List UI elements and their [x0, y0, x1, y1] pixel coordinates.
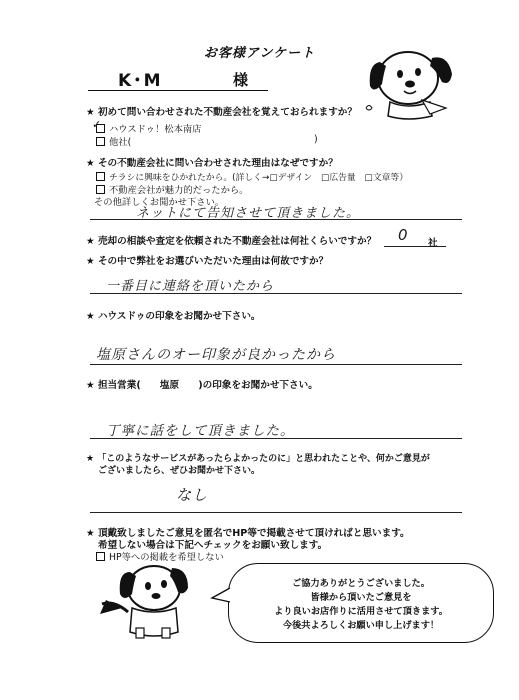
q2-option-1[interactable]: チラシに興味をひかれたから。(詳しく→□デザイン □広告量 □文章等） — [96, 170, 408, 183]
company-unit: 社 — [428, 238, 438, 249]
question-3: ★ 売却の相談や査定を依頼された不動産会社は何社くらいですか？ — [86, 236, 377, 247]
checkbox-icon[interactable] — [96, 172, 105, 181]
question-7-line-1: ★ 「このようなサービスがあったらよかったのに」と思われたことや、何かご意見が — [86, 454, 430, 464]
honorific: 様 — [233, 71, 249, 89]
question-4: ★ その中で弊社をお選びいただいた理由は何故ですか？ — [86, 256, 329, 267]
customer-name: K･M — [118, 71, 163, 91]
checkbox-icon[interactable] — [96, 185, 105, 194]
answer-line — [90, 438, 462, 439]
q6-handwritten-answer: 丁寧に話をして頂きました。 — [106, 423, 295, 439]
question-5: ★ ハウスドゥの印象をお聞かせ下さい。 — [86, 311, 261, 322]
q2-handwritten-answer: ネットにて告知させて頂きました。 — [136, 206, 361, 221]
q2-option-3: その他詳しくお聞かせ下さい。 — [94, 197, 225, 208]
q8-option-1[interactable]: HP等への掲載を希望しない — [96, 549, 224, 563]
closing-line-2: 皆様から頂いたご意見を — [310, 592, 412, 603]
q7-handwritten-answer: なし — [176, 486, 209, 504]
answer-line — [90, 512, 462, 513]
q1-option-2[interactable]: 他社( — [96, 134, 131, 148]
closing-line-1: ご協力ありがとうございました。 — [292, 578, 430, 589]
question-6: ★ 担当営業( 塩原 )の印象をお聞かせ下さい。 — [86, 380, 318, 391]
q5-handwritten-answer: 塩原さんのオー印象が良かったから — [96, 347, 336, 363]
dog-mascot-icon — [360, 44, 460, 122]
answer-line — [90, 364, 462, 365]
q2-option-2[interactable]: 不動産会社が魅力的だったから。 — [96, 182, 248, 196]
survey-title: お客様アンケート — [203, 46, 316, 61]
question-7-line-2: ございましたら、ぜひお聞かせ下さい。 — [98, 466, 261, 476]
closing-line-3: より良いお店作りに活用させて頂きます。 — [274, 606, 448, 617]
checkbox-icon[interactable] — [96, 137, 105, 146]
answer-line — [90, 293, 462, 294]
q1-option-1[interactable]: ハウスドゥ！松本南店 — [96, 121, 201, 135]
q1-option-2-close: ) — [314, 134, 318, 145]
answer-line — [90, 219, 462, 220]
question-1: ★ 初めて問い合わせされた不動産会社を覚えておられますか？ — [86, 107, 357, 118]
q4-handwritten-answer: 一番目に連絡を頂いたから — [106, 279, 275, 294]
q3-handwritten-answer: 0 — [398, 226, 409, 244]
closing-line-4: 今後共よろしくお願い申し上げます！ — [282, 620, 440, 631]
question-8-line-1: ★ 頂戴致しましたご意見を匿名でHP等で掲載させて頂ければと思います。 — [86, 528, 410, 539]
check-mark-icon: ✓ — [92, 118, 102, 131]
dog-mascot-icon — [92, 560, 204, 642]
question-2: ★ その不動産会社に問い合わせされた理由はなぜですか？ — [86, 158, 338, 169]
question-8-line-2: 希望しない場合は下記へチェックをお願い致します。 — [98, 540, 328, 551]
